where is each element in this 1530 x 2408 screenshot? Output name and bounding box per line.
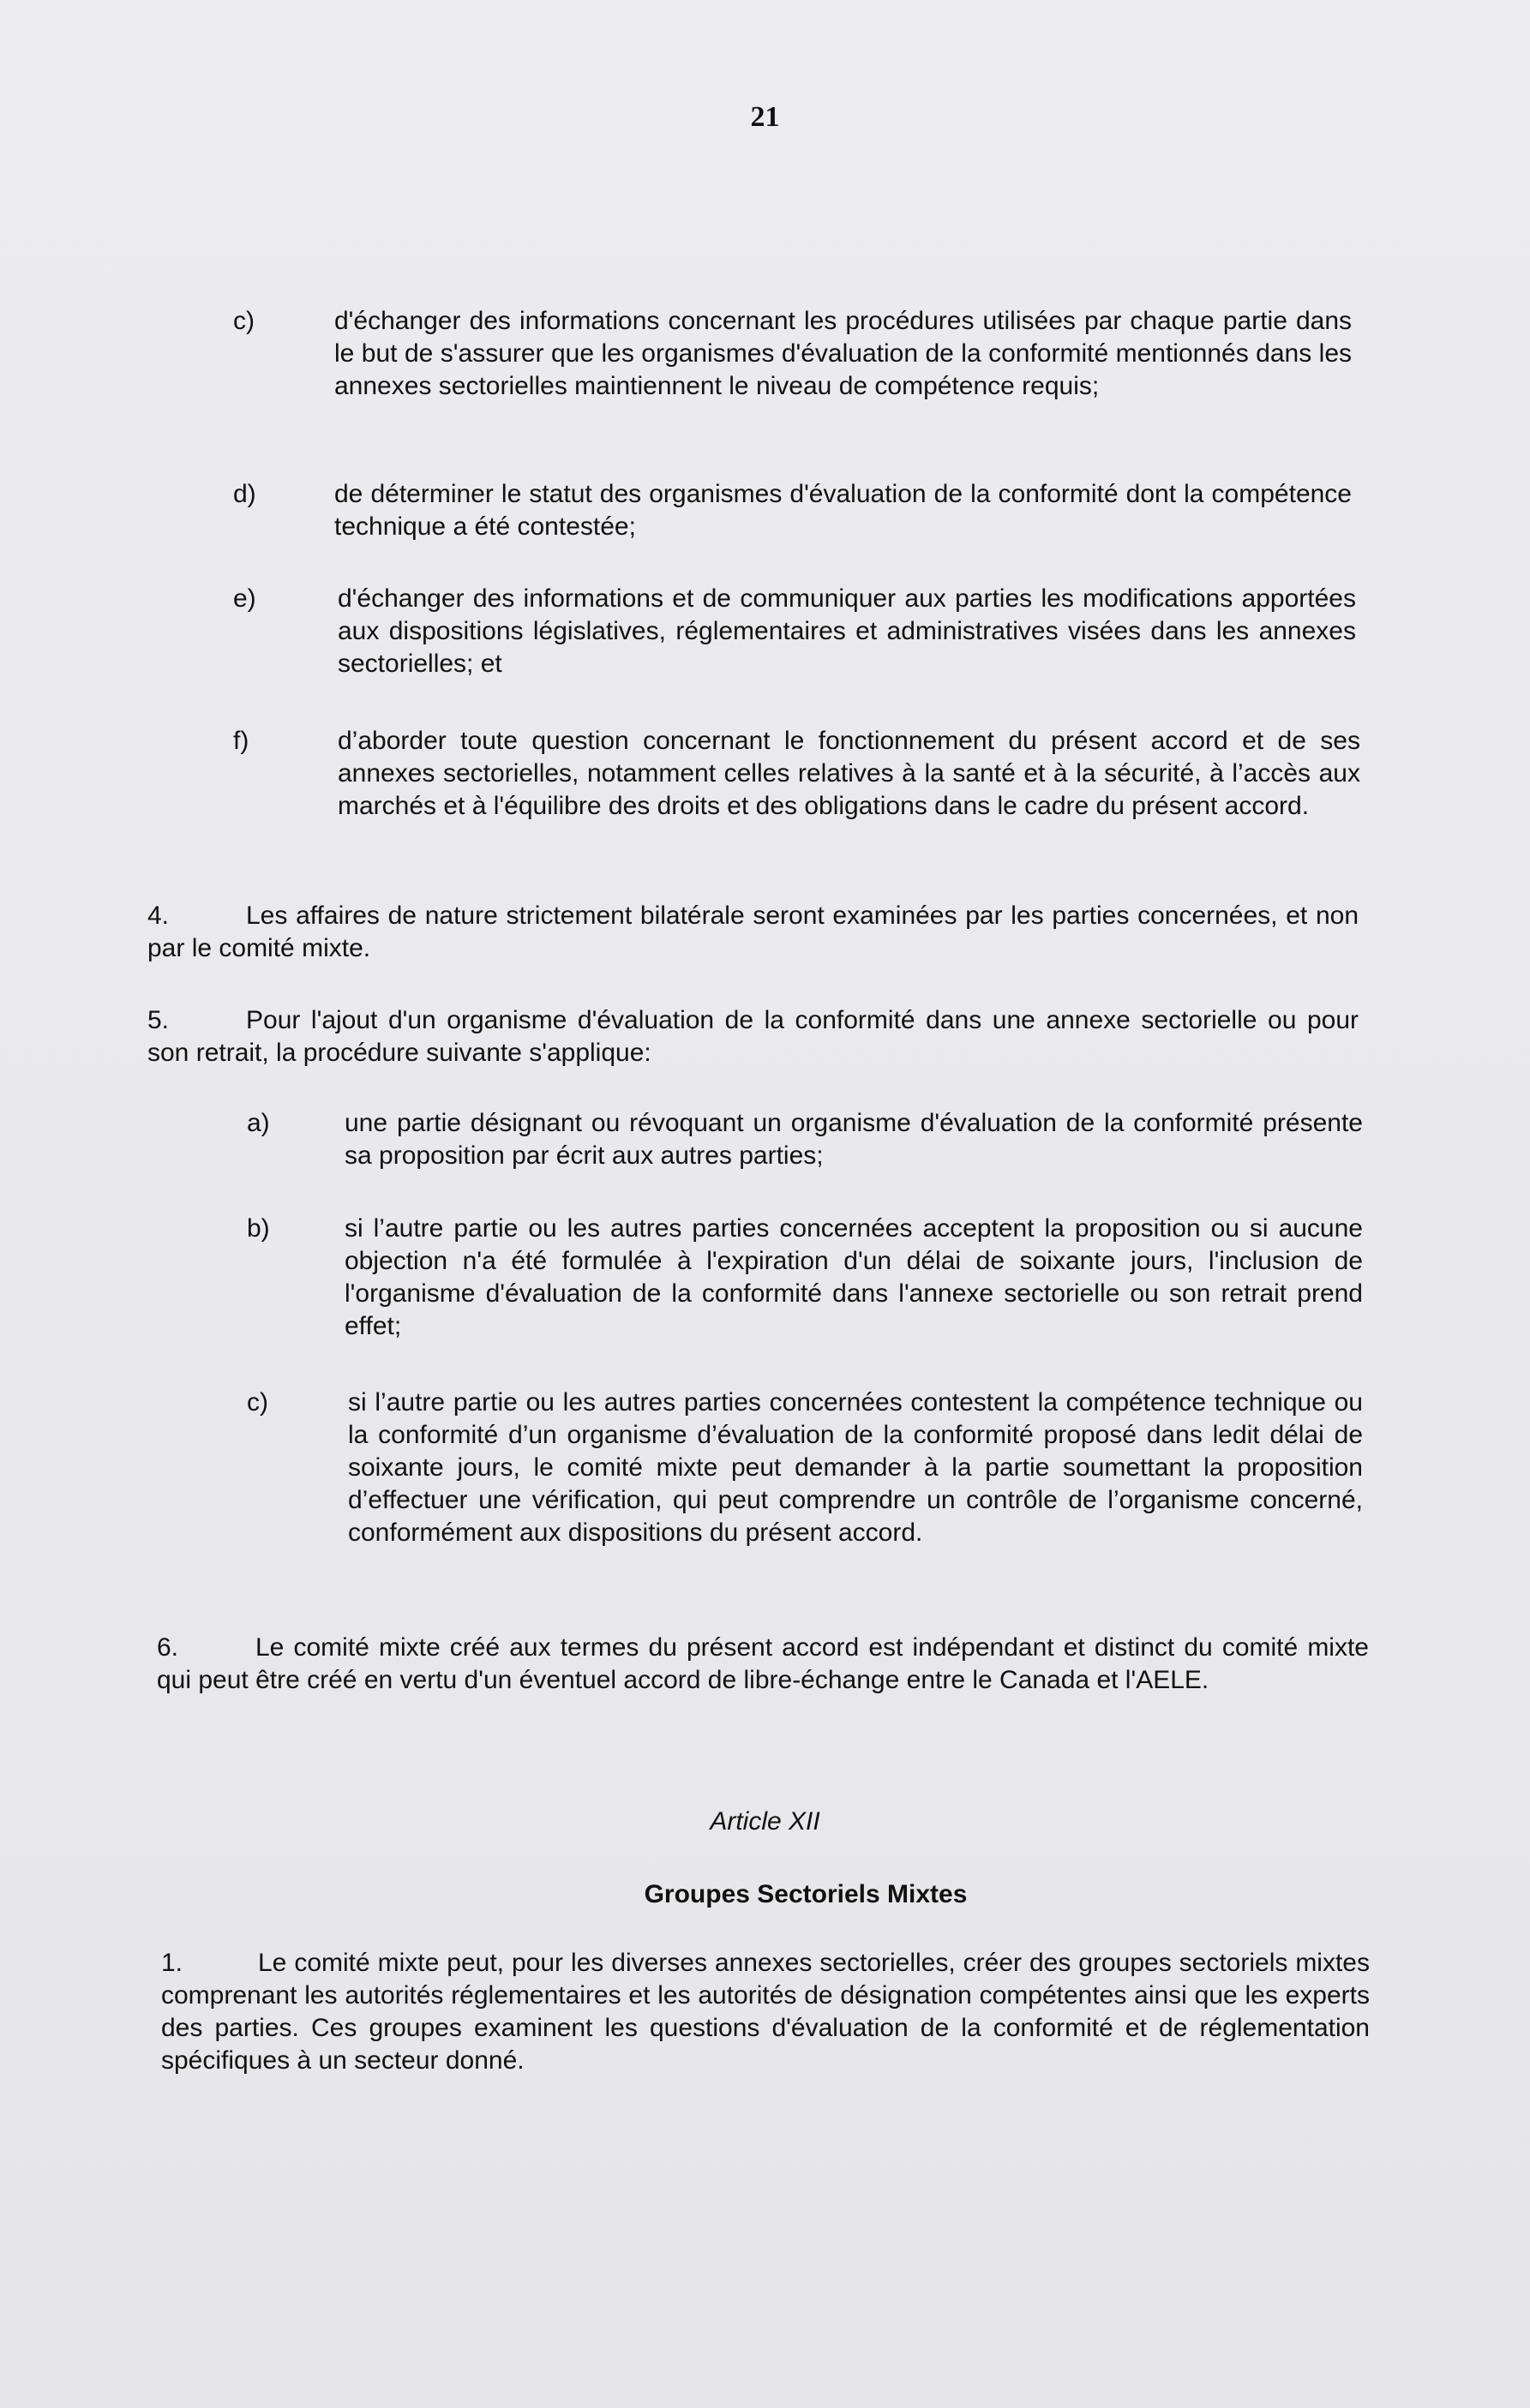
item-letter: b): [247, 1214, 270, 1243]
item-letter: c): [233, 307, 255, 335]
item-text: d’aborder toute question concernant le fonctionnement du présent accord et de ses annexes sectorielles, notamment celles relatives à la santé et à la sécurité, à l’accès aux marchés et à l'équilibre des droits et des obligations dans le cadre du présent accord.: [338, 727, 1360, 820]
paragraph-text: Pour l'ajout d'un organisme d'évaluation de la conformité dans une annexe sectorielle ou pour son retrait, la procédure suivante s'applique:: [147, 1006, 1359, 1067]
paragraph-text: Les affaires de nature strictement bilatérale seront examinées par les parties concernées, et non par le comité mixte.: [147, 902, 1359, 962]
item-letter: c): [247, 1388, 268, 1417]
section-heading: Groupes Sectoriels Mixtes: [644, 1880, 968, 1908]
item-text: d'échanger des informations et de communiquer aux parties les modifications apportées aux dispositions législatives, réglementaires et administratives visées dans les annexes sectorielles; et: [338, 584, 1356, 678]
paragraph-number: 1.: [161, 1949, 183, 1977]
page-number: 21: [750, 101, 780, 133]
list-item: [233, 725, 1360, 823]
paragraph-6: [157, 1632, 1369, 1697]
list-item: [233, 478, 1352, 543]
article-paragraph-1: [161, 1947, 1370, 2077]
paragraph-text: Le comité mixte créé aux termes du présent accord est indépendant et distinct du comité mixte qui peut être créé en vertu d'un éventuel accord de libre-échange entre le Canada et l'AELE.: [157, 1633, 1369, 1694]
item-text: de déterminer le statut des organismes d'évaluation de la conformité dont la compétence technique a été contestée;: [334, 480, 1352, 541]
paragraph-number: 5.: [147, 1006, 170, 1034]
list-item: [233, 583, 1356, 680]
item-text: si l’autre partie ou les autres parties concernées acceptent la proposition ou si aucune objection n'a été formulée à l'expiration d'un délai de soixante jours, l'inclusion de l'organisme d'évaluation de la conformité dans l'annexe sectorielle ou son retrait prend effet;: [345, 1214, 1363, 1340]
item-letter: e): [233, 584, 256, 613]
item-letter: f): [233, 727, 249, 755]
paragraph-number: 4.: [147, 902, 170, 930]
list-item: [247, 1107, 1363, 1172]
item-text: si l’autre partie ou les autres parties concernées contestent la compétence technique ou la conformité d’un organisme d’évaluation de la conformité proposé dans ledit délai de soixante jours, le comité mixte peut demander à la partie soumettant la proposition d’effectuer une vérification, qui peut comprendre un contrôle de l’organisme concerné, conformément aux dispositions du présent accord.: [348, 1388, 1363, 1547]
item-letter: a): [247, 1109, 270, 1137]
paragraph-4: [147, 900, 1359, 965]
article-title: Article XII: [710, 1807, 820, 1836]
item-text: d'échanger des informations concernant les procédures utilisées par chaque partie dans le but de s'assurer que les organismes d'évaluation de la conformité mentionnés dans les annexes sectorielles maintiennent le niveau de compétence requis;: [334, 307, 1352, 400]
list-item: [233, 305, 1352, 403]
item-letter: d): [233, 480, 256, 508]
list-item: [247, 1213, 1363, 1343]
paragraph-5: [147, 1004, 1359, 1069]
paragraph-text: Le comité mixte peut, pour les diverses annexes sectorielles, créer des groupes sectoriels mixtes comprenant les autorités réglementaires et les autorités de désignation compétentes ainsi que les experts des parties. Ces groupes examinent les questions d'évaluation de la conformité et de réglementation spécifiques à un secteur donné.: [161, 1949, 1370, 2075]
list-item: [247, 1387, 1363, 1549]
item-text: une partie désignant ou révoquant un organisme d'évaluation de la conformité présente sa proposition par écrit aux autres parties;: [345, 1109, 1363, 1170]
paragraph-number: 6.: [157, 1633, 179, 1662]
